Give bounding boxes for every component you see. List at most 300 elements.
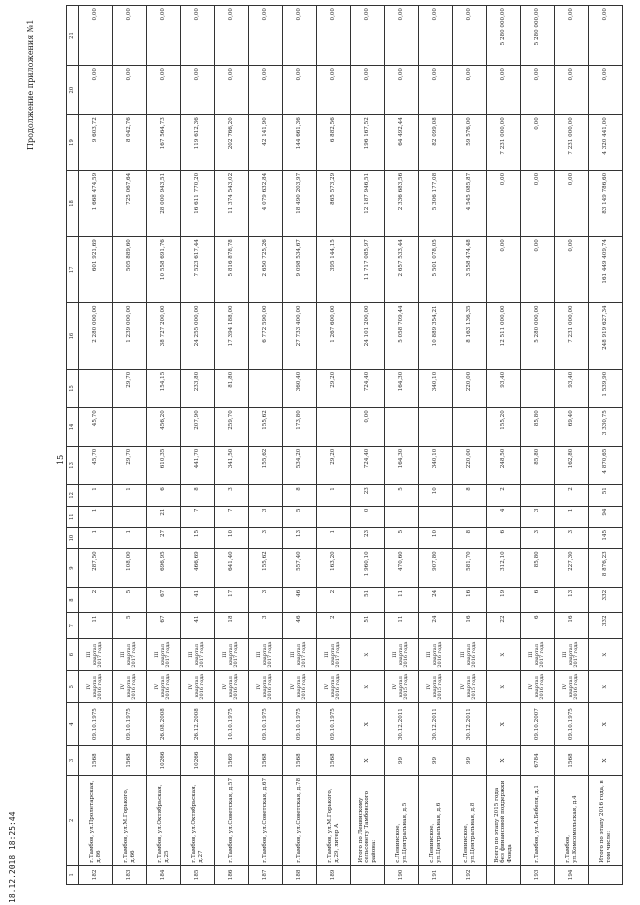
table-cell: X [351,639,385,671]
table-cell: 3 [521,506,555,527]
table-cell: 1 [555,506,589,527]
table-cell: 155,62 [249,549,283,587]
table-cell: X [487,746,521,776]
table-cell [317,506,351,527]
column-number-row [67,6,79,885]
table-cell: 0,00 [555,237,589,303]
table-cell: 16 [453,613,487,639]
table-row [385,6,419,885]
column-number: 10 [67,527,79,548]
table-cell: 154,15 [147,369,181,407]
table-cell: Итого по этапу 2016 года, в том числе: [589,775,623,865]
table-cell: 9 603,72 [79,115,113,171]
table-cell: 81,80 [215,369,249,407]
table-cell: 99 [385,746,419,776]
table-cell: 09.10.1975 [249,703,283,746]
table-row [419,6,453,885]
table-cell: 0,00 [555,170,589,236]
table-cell: 167 564,73 [147,115,181,171]
table-cell: 3 330,75 [589,408,623,446]
table-cell: III квартал 2017 года [147,639,181,671]
table-cell: г.Тамбов, ул.Октябрьская, д.25 [147,775,181,865]
table-cell: III квартал 2017 года [113,639,147,671]
table-cell: 1 239 000,00 [113,303,147,369]
page-number: 15 [56,454,65,465]
table-cell: 0,00 [113,6,147,66]
table-cell: 155,20 [487,408,521,446]
table-cell: 248,50 [487,446,521,484]
table-cell: 10266 [147,746,181,776]
table-cell: 162,80 [555,446,589,484]
table-cell: 8 [181,485,215,506]
column-number: 21 [67,6,79,66]
column-number: 8 [67,587,79,613]
table-cell: 164,30 [385,446,419,484]
table-cell: 233,80 [181,369,215,407]
table-cell: 94 [589,506,623,527]
table-cell: 341,50 [215,446,249,484]
table-cell: 16 [453,587,487,613]
table-cell: 16 [555,613,589,639]
table-cell: 0,00 [317,66,351,115]
table-cell: X [351,746,385,776]
table-cell [317,408,351,446]
table-cell: 3 [249,613,283,639]
table-cell: 5 280 000,00 [521,6,555,66]
table-cell: 312,10 [487,549,521,587]
table-cell: 1 [79,506,113,527]
table-cell: 0,00 [249,6,283,66]
table-cell [589,865,623,884]
table-cell: 59 576,00 [453,115,487,171]
table-cell: 0 [351,506,385,527]
table-cell: 6 882,56 [317,115,351,171]
table-cell: 196 167,52 [351,115,385,171]
table-cell: 1 [79,527,113,548]
table-cell: 11 [385,613,419,639]
table-row [147,6,181,885]
table-cell: III квартал 2017 года [215,639,249,671]
table-cell: 534,20 [283,446,317,484]
table-row [181,6,215,885]
table-cell [385,506,419,527]
table-cell: 1 [113,485,147,506]
table-cell: 610,35 [147,446,181,484]
table-cell: 5 280 000,00 [487,6,521,66]
table-cell: г.Тамбов, ул.М.Горького, д.66 [113,775,147,865]
table-cell: 907,80 [419,549,453,587]
column-number: 6 [67,639,79,671]
table-cell: 0,00 [589,66,623,115]
table-cell: 184 [147,865,181,884]
table-cell: 99 [453,746,487,776]
table-cell: 185 [181,865,215,884]
table-cell: 0,00 [113,66,147,115]
table-cell: г.Тамбов, ул.Пролетарская, д.86 [79,775,113,865]
table-row [487,6,521,885]
table-cell: III квартал 2016 года [453,639,487,671]
table-cell [79,369,113,407]
table-cell: 5 [283,506,317,527]
table-cell: 5 058 709,44 [385,303,419,369]
table-cell: 1 267 600,00 [317,303,351,369]
table-cell: 24 101 200,00 [351,303,385,369]
table-cell: 0,00 [181,6,215,66]
table-cell: 7 231 000,00 [555,115,589,171]
table-cell: 173,80 [283,408,317,446]
table-cell: 4 545 085,87 [453,170,487,236]
table-cell: 456,20 [147,408,181,446]
table-cell: 29,20 [317,446,351,484]
table-cell: 51 [351,613,385,639]
table-cell: 13 [555,587,589,613]
table-cell: 0,00 [351,408,385,446]
table-cell [453,408,487,446]
table-cell [249,485,283,506]
table-cell: 1568 [113,746,147,776]
table-cell: г.Тамбов, ул.М.Горького, д.29, литер А [317,775,351,865]
table-cell: 83 149 786,60 [589,170,623,236]
table-cell: 99 [419,746,453,776]
table-cell: 8 876,23 [589,549,623,587]
table-cell: 0,00 [521,66,555,115]
table-cell: 1 [317,485,351,506]
table-cell: 24 [419,587,453,613]
column-number: 20 [67,66,79,115]
table-cell: 1 539,90 [589,369,623,407]
table-cell: III квартал 2017 года [79,639,113,671]
table-cell [351,865,385,884]
table-cell: 641,40 [215,549,249,587]
table-cell: III квартал 2017 года [555,639,589,671]
table-row [283,6,317,885]
table-cell: 23 [351,485,385,506]
table-cell: 470,60 [385,549,419,587]
table-cell: 1569 [215,746,249,776]
column-number: 7 [67,613,79,639]
table-cell: 7 231 000,00 [487,115,521,171]
table-cell: 23 [351,527,385,548]
table-cell: 93,40 [487,369,521,407]
table-cell: 82 099,08 [419,115,453,171]
table-cell: 163,20 [317,549,351,587]
table-cell: г.Тамбов, ул.Советская, д.67 [249,775,283,865]
table-cell: 0,00 [79,6,113,66]
table-cell: III квартал 2016 года [419,639,453,671]
table-cell: 10 [419,527,453,548]
table-cell: 38 727 200,00 [147,303,181,369]
table-cell: 30.12.2011 [385,703,419,746]
column-number: 3 [67,746,79,776]
table-row [79,6,113,885]
table-cell: 5 816 878,78 [215,237,249,303]
table-cell: 0,00 [521,115,555,171]
table-cell: 09.10.1975 [79,703,113,746]
table-cell: г.Тамбов, ул.Советская, д.78 [283,775,317,865]
table-row [215,6,249,885]
table-cell: 7 523 617,44 [181,237,215,303]
table-cell: 2 280 000,00 [79,303,113,369]
table-cell: IV квартал 2016 года [317,671,351,703]
table-cell: 0,00 [419,6,453,66]
table-cell [419,506,453,527]
table-cell: 64 492,44 [385,115,419,171]
table-cell: 0,00 [453,6,487,66]
table-cell: IV квартал 2016 года [215,671,249,703]
table-cell: 3 [215,485,249,506]
table-cell: 51 [589,485,623,506]
table-cell: 29,70 [113,369,147,407]
table-cell: 2 336 683,56 [385,170,419,236]
table-cell: 16 611 770,20 [181,170,215,236]
table-cell: 67 [147,587,181,613]
table-cell: 5 501 078,05 [419,237,453,303]
table-cell: 557,40 [283,549,317,587]
table-cell: 191 [419,865,453,884]
table-cell: 7 [181,506,215,527]
table-cell: 187 [249,865,283,884]
table-cell: 1568 [317,746,351,776]
table-cell: 85,80 [521,446,555,484]
table-cell: 0,00 [283,6,317,66]
column-number: 13 [67,446,79,484]
table-cell: 6 [521,613,555,639]
table-cell: 09.10.1975 [555,703,589,746]
table-cell: 10 [215,527,249,548]
table-cell: 220,00 [453,446,487,484]
table-cell: X [351,671,385,703]
table-cell: X [589,639,623,671]
table-cell: 26.08.2008 [147,703,181,746]
table-cell: 18 [215,613,249,639]
table-cell: 42 141,90 [249,115,283,171]
table-cell: 0,00 [555,66,589,115]
table-cell: 27 [147,527,181,548]
table-cell: 8 163 136,35 [453,303,487,369]
table-cell: 0,00 [385,6,419,66]
table-cell: 13 [283,527,317,548]
table-cell: 108,00 [113,549,147,587]
table-cell: 2 [555,485,589,506]
table-cell: 0,00 [351,66,385,115]
table-cell: 161 449 409,74 [589,237,623,303]
table-cell: 5 [385,485,419,506]
table-cell: 6 [521,587,555,613]
table-cell: 45,70 [79,446,113,484]
table-cell: 67 [147,613,181,639]
table-cell: III квартал 2017 года [521,639,555,671]
table-row [317,6,351,885]
column-number: 12 [67,485,79,506]
table-cell: 1568 [79,746,113,776]
table-cell: г.Тамбов, ул.Октябрьская, д.27 [181,775,215,865]
table-cell: 0,00 [351,6,385,66]
table-cell: 192 [453,865,487,884]
table-cell: 41 [181,587,215,613]
table-cell: 0,00 [487,66,521,115]
table-cell: 0,00 [453,66,487,115]
table-cell: IV квартал 2016 года [79,671,113,703]
table-cell: 395 144,15 [317,237,351,303]
table-cell: 12 187 946,51 [351,170,385,236]
table-cell: 6 [487,527,521,548]
table-cell [113,408,147,446]
table-cell: 8 042,76 [113,115,147,171]
table-cell: 30.12.2011 [419,703,453,746]
table-cell: 360,40 [283,369,317,407]
table-cell: г.Тамбов, ул.Комсомольская, д.4 [555,775,589,865]
table-cell: 9 098 534,67 [283,237,317,303]
table-cell: 220,00 [453,369,487,407]
table-cell: с.Ленинское, ул.Центральная, д.5 [385,775,419,865]
table-cell: III квартал 2017 года [317,639,351,671]
table-cell: 5 [113,613,147,639]
table-cell: 1 960,10 [351,549,385,587]
table-cell: 6784 [521,746,555,776]
table-cell: 259,70 [215,408,249,446]
table-cell: 0,00 [147,6,181,66]
table-cell: г.Тамбов, ул.Советская, д.57 [215,775,249,865]
table-cell: 5 306 177,08 [419,170,453,236]
table-cell: 19 [487,587,521,613]
table-cell: 45,70 [79,408,113,446]
table-cell: 466,69 [181,549,215,587]
table-cell: 28 000 943,51 [147,170,181,236]
table-cell: 27 733 400,00 [283,303,317,369]
table-cell: 2 [79,587,113,613]
table-cell: 8 [283,485,317,506]
table-cell: 2 [317,587,351,613]
table-cell: 11 [385,587,419,613]
table-cell: 0,00 [555,6,589,66]
table-cell: 725 067,64 [113,170,147,236]
table-cell: 10 889 354,21 [419,303,453,369]
table-cell: 189 [317,865,351,884]
table-cell: X [487,703,521,746]
table-cell: 0,00 [181,66,215,115]
table-cell [113,506,147,527]
table-cell: 601 921,69 [79,237,113,303]
table-cell: 724,40 [351,369,385,407]
table-cell: 193 [521,865,555,884]
table-cell: 1 [79,485,113,506]
table-row [521,6,555,885]
table-cell: 5 [385,527,419,548]
table-cell: IV квартал 2016 года [521,671,555,703]
table-cell: 85,80 [521,408,555,446]
table-cell: 0,00 [521,170,555,236]
table-cell: 188 [283,865,317,884]
table-cell: 12 511 000,00 [487,303,521,369]
table-cell: 145 [589,527,623,548]
table-cell: с.Ленинское, ул.Центральная, д.8 [453,775,487,865]
table-cell: 3 [555,527,589,548]
column-number: 9 [67,549,79,587]
table-cell: X [589,703,623,746]
table-cell: 24 255 000,00 [181,303,215,369]
table-cell: 17 [215,587,249,613]
table-cell: X [487,639,521,671]
table-cell: 6 [147,485,181,506]
table-cell: 7 231 000,00 [555,303,589,369]
table-cell [453,506,487,527]
table-cell: IV квартал 2016 года [555,671,589,703]
table-cell: с.Ленинское, ул.Центральная, д.6 [419,775,453,865]
table-cell: 46 [283,587,317,613]
table-cell: 3 [521,527,555,548]
table-cell: 0,00 [419,66,453,115]
table-cell: 0,00 [487,237,521,303]
table-cell: IV квартал 2016 года [181,671,215,703]
table-cell: 7 [215,506,249,527]
table-cell: 18 490 203,97 [283,170,317,236]
table-cell: X [487,671,521,703]
table-cell: 41 [181,613,215,639]
table-cell [385,408,419,446]
table-cell: IV квартал 2015 года [453,671,487,703]
table-body [67,6,623,885]
column-number: 1 [67,865,79,884]
table-cell: 29,20 [317,369,351,407]
table-cell: 21 [147,506,181,527]
table-cell [521,485,555,506]
table-cell: 30.12.2011 [453,703,487,746]
table-cell: 11 717 085,97 [351,237,385,303]
table-cell: 10 558 691,76 [147,237,181,303]
table-cell: 441,70 [181,446,215,484]
column-number: 16 [67,303,79,369]
column-number: 14 [67,408,79,446]
table-cell: 93,40 [555,369,589,407]
table-row [589,6,623,885]
table-cell: 10266 [181,746,215,776]
table-cell: III квартал 2017 года [249,639,283,671]
table-cell: 1 [317,527,351,548]
table-cell: 202 766,20 [215,115,249,171]
table-cell [487,865,521,884]
table-cell: X [351,703,385,746]
table-cell: 29,70 [113,446,147,484]
table-cell: 0,00 [215,66,249,115]
table-cell: 0,00 [487,170,521,236]
column-number: 11 [67,506,79,527]
table-cell: 724,40 [351,446,385,484]
table-cell: 09.10.2007 [521,703,555,746]
table-cell: 51 [351,587,385,613]
table-cell: 505 889,60 [113,237,147,303]
table-row [249,6,283,885]
table-cell: 09.10.1975 [113,703,147,746]
table-cell: X [589,671,623,703]
table-cell: 3 [249,587,283,613]
table-cell: 0,00 [147,66,181,115]
table-cell: 340,10 [419,369,453,407]
table-row [113,6,147,885]
table-cell: X [589,746,623,776]
table-cell [521,369,555,407]
table-cell: 865 573,29 [317,170,351,236]
table-cell: 207,90 [181,408,215,446]
table-cell: 2 650 725,26 [249,237,283,303]
table-cell: 0,00 [385,66,419,115]
table-cell: IV квартал 2016 года [147,671,181,703]
table-cell: 0,00 [79,66,113,115]
table-cell: 8 [453,485,487,506]
table-cell: 4 [487,506,521,527]
table-cell: 10.10.1975 [215,703,249,746]
table-cell: 144 661,36 [283,115,317,171]
table-cell: 287,50 [79,549,113,587]
